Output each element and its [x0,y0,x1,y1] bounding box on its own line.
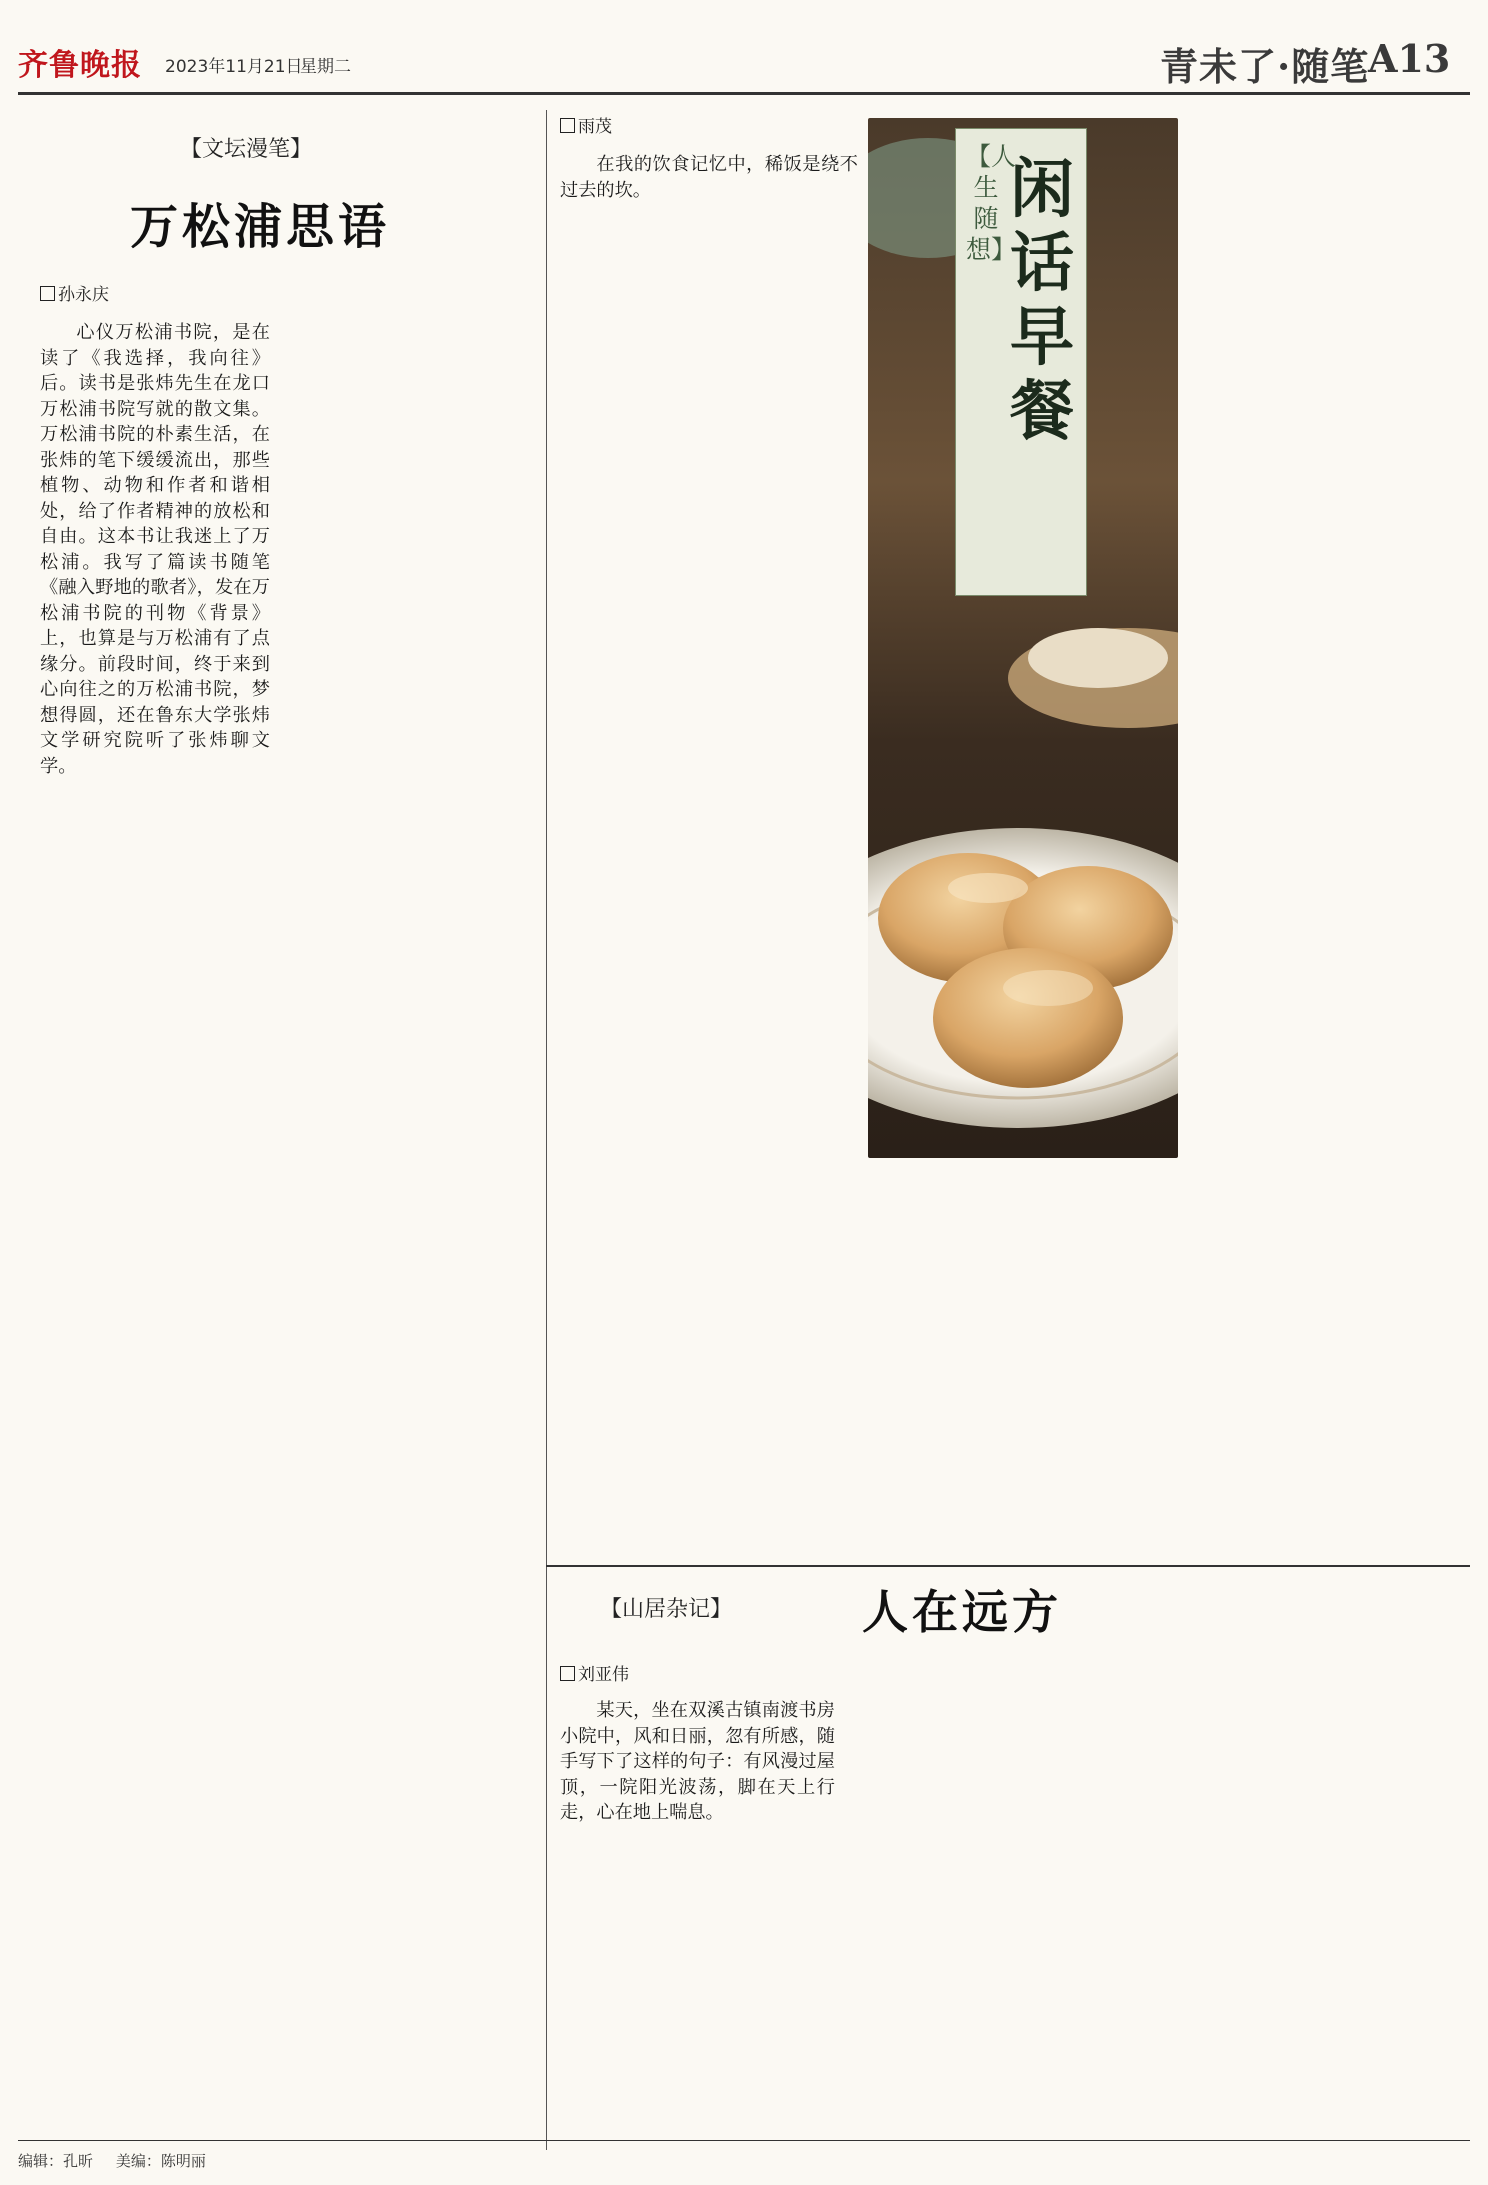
article3-paragraph: 某天，坐在双溪古镇南渡书房小院中，风和日丽，忽有所感，随手写下了这样的句子：有风漫过屋顶，一院阳光波荡，脚在天上行走，心在地上喘息。 [560,1700,835,1823]
issue-weekday: 星期二 [300,57,351,77]
editor-name: 孔昕 [63,2152,94,2170]
article2-paragraph: 在我的饮食记忆中，稀饭是绕不过去的坎。 [560,154,858,201]
issue-date: 2023年11月21日 [165,57,303,77]
byline-box-icon [560,1666,575,1681]
section-title: 青未了·随笔 [1160,44,1370,89]
article2-kicker: 【人生随想】 [966,142,1017,264]
article1-paragraph: 心仪万松浦书院，是在读了《我选择，我向往》后。读书是张炜先生在龙口万松浦书院写就的散文集。万松浦书院的朴素生活，在张炜的笔下缓缓流出，那些植物、动物和作者和谐相处，给了作者精神的放松和自由。这本书让我迷上了万松浦。我写了篇读书随笔《融入野地的歌者》，发在万松浦书院的刊物《背景》上，也算是与万松浦有了点缘分。前段时间，终于来到心向往之的万松浦书院，梦想得圆，还在鲁东大学张炜文学研究院听了张炜聊文学。 [40,322,270,777]
article1-kicker: 【文坛漫笔】 [180,137,313,162]
article2-byline: 雨茂 [560,112,612,137]
page-footer: 编辑：孔昕 美编：陈明丽 [18,2152,206,2170]
byline-box-icon [40,286,55,301]
article1-title: 万松浦思语 [130,199,391,255]
article1-byline: 孙永庆 [40,280,109,305]
section-divider [546,1565,1470,1567]
byline-box-icon [560,118,575,133]
article2-banner [955,128,1087,596]
masthead-rule [18,92,1470,95]
article2-title: 闲话早餐 [1010,152,1074,449]
designer-name: 陈明丽 [160,2152,206,2170]
article3-title: 人在远方 [862,1585,1062,1639]
article1-column-1 [40,320,270,779]
page-number: A13 [1368,36,1451,81]
article2-column-a [560,152,858,203]
column-rule [546,110,547,2150]
article3-byline: 刘亚伟 [560,1660,629,1685]
article3-kicker: 【山居杂记】 [600,1597,733,1622]
footer-rule [18,2140,1470,2141]
article3-column-1 [560,1698,835,1826]
newspaper-logo: 齐鲁晚报 [18,48,142,83]
